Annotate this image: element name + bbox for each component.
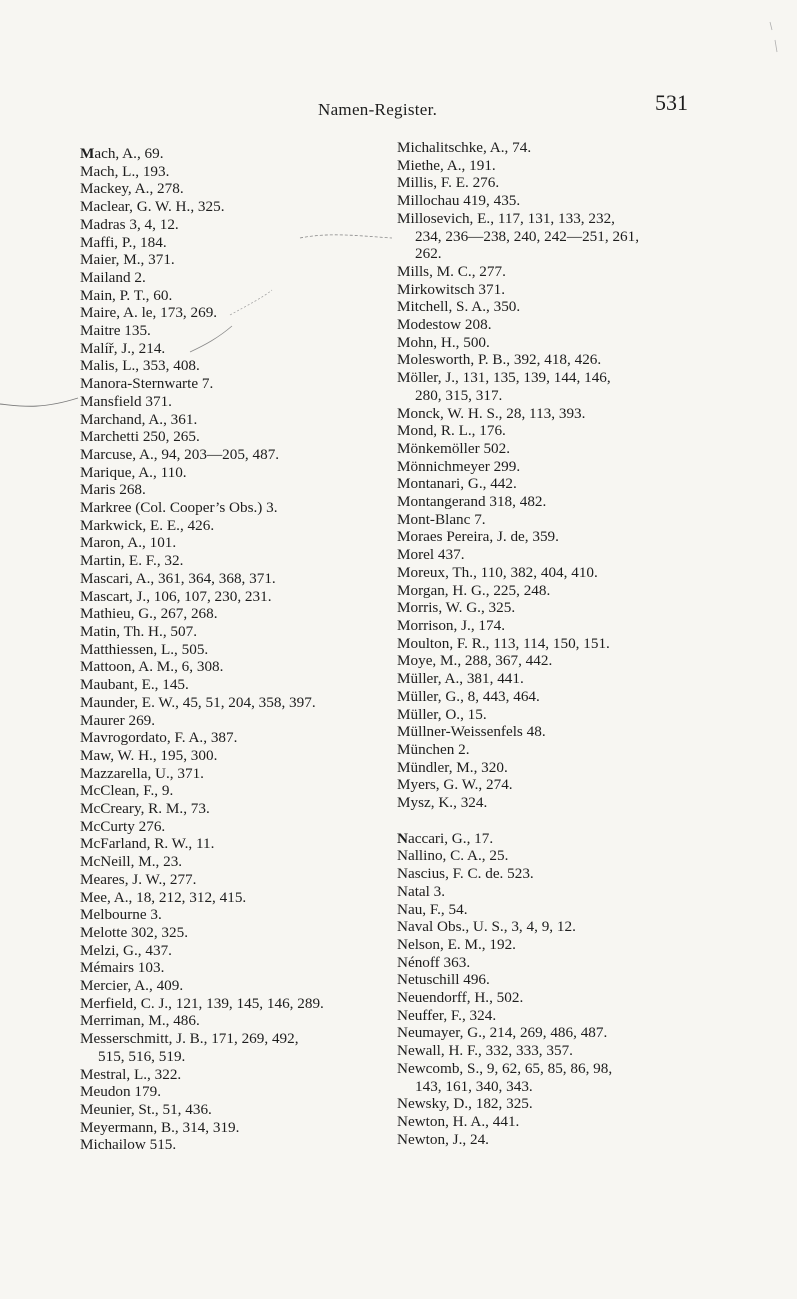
index-entry: Meunier, St., 51, 436.	[80, 1100, 212, 1118]
index-entry: Maclear, G. W. H., 325.	[80, 198, 225, 216]
running-head: Namen-Register.	[318, 100, 438, 119]
index-entry: Mont-Blanc 7.	[397, 510, 486, 528]
index-entry: McFarland, R. W., 11.	[80, 835, 215, 853]
index-entry: Meudon 179.	[80, 1083, 161, 1101]
index-entry: Mémairs 103.	[80, 959, 165, 977]
index-entry: Maffi, P., 184.	[80, 233, 167, 251]
index-entry: Morrison, J., 174.	[397, 616, 506, 634]
index-entry: Mercier, A., 409.	[80, 977, 184, 995]
index-entry: Müller, G., 8, 443, 464.	[397, 687, 540, 705]
index-entry: Mirkowitsch 371.	[397, 280, 505, 298]
index-entry: Melotte 302, 325.	[80, 923, 188, 941]
index-entry: Matin, Th. H., 507.	[80, 622, 197, 640]
index-entry: Maris 268.	[80, 481, 146, 499]
index-entry: Maurer 269.	[80, 711, 156, 729]
index-entry: Nénoff 363.	[397, 953, 471, 971]
index-entry: Nascius, F. C. de. 523.	[397, 865, 534, 883]
section-initial: N	[397, 829, 408, 847]
index-entry: Mills, M. C., 277.	[397, 262, 506, 280]
index-entry: McNeill, M., 23.	[80, 853, 183, 871]
section-initial: M	[80, 145, 95, 162]
index-entry: Maubant, E., 145.	[80, 676, 189, 694]
index-entry	[397, 830, 777, 848]
index-entry: Moye, M., 288, 367, 442.	[397, 652, 553, 670]
index-entry: Mazzarella, U., 371.	[80, 764, 204, 782]
index-entry: Netuschill 496.	[397, 971, 490, 989]
index-column-right	[397, 139, 777, 1148]
index-entry: Marchand, A., 361.	[80, 410, 198, 428]
index-entry: Möller, J., 131, 135, 139, 144, 146,	[397, 369, 611, 387]
index-entry: Matthiessen, L., 505.	[80, 640, 209, 658]
index-entry: Markwick, E. E., 426.	[80, 516, 215, 534]
index-entry: Naval Obs., U. S., 3, 4, 9, 12.	[397, 918, 576, 936]
index-entry: Marique, A., 110.	[80, 463, 187, 481]
index-entry: Newton, J., 24.	[397, 1130, 489, 1148]
index-entry-rest: accari, G., 17.	[407, 829, 494, 847]
index-entry: Newall, H. F., 332, 333, 357.	[397, 1042, 573, 1060]
index-entry: Neuffer, F., 324.	[397, 1006, 497, 1024]
index-entry: Mond, R. L., 176.	[397, 422, 506, 440]
index-entry: Maunder, E. W., 45, 51, 204, 358, 397.	[80, 693, 316, 711]
index-entry: Michailow 515.	[80, 1136, 177, 1154]
index-entry: Mascari, A., 361, 364, 368, 371.	[80, 569, 276, 587]
index-entry: Neumayer, G., 214, 269, 486, 487.	[397, 1024, 608, 1042]
index-entry: Newsky, D., 182, 325.	[397, 1095, 533, 1113]
index-entry: Mitchell, S. A., 350.	[397, 298, 521, 316]
index-entry-rest: ach, A., 69.	[94, 145, 164, 162]
index-entry: Newcomb, S., 9, 62, 65, 85, 86, 98,	[397, 1059, 613, 1077]
index-entry: Maier, M., 371.	[80, 251, 175, 269]
index-entry: Millosevich, E., 117, 131, 133, 232,	[397, 209, 615, 227]
index-entry: Myers, G. W., 274.	[397, 776, 513, 794]
index-entry: Mattoon, A. M., 6, 308.	[80, 658, 224, 676]
index-entry: Müller, O., 15.	[397, 705, 487, 723]
index-entry: Martin, E. F., 32.	[80, 552, 184, 570]
index-entry: Mee, A., 18, 212, 312, 415.	[80, 888, 247, 906]
index-entry: Malis, L., 353, 408.	[80, 357, 200, 375]
index-entry: Millochau 419, 435.	[397, 192, 521, 210]
index-entry: Messerschmitt, J. B., 171, 269, 492,	[80, 1030, 299, 1048]
index-entry: Meyermann, B., 314, 319.	[80, 1118, 240, 1136]
index-entry: Mysz, K., 324.	[397, 794, 488, 812]
index-entry: Mansfield 371.	[80, 392, 172, 410]
index-entry: Merfield, C. J., 121, 139, 145, 146, 289.	[80, 994, 324, 1012]
index-entry: Malíř, J., 214.	[80, 339, 166, 357]
index-entry: Mailand 2.	[80, 268, 146, 286]
index-entry: Millis, F. E. 276.	[397, 174, 500, 192]
index-entry: Michalitschke, A., 74.	[397, 139, 532, 156]
index-entry: Nau, F., 54.	[397, 900, 468, 918]
index-entry: Nallino, C. A., 25.	[397, 847, 509, 865]
index-entry: Marcuse, A., 94, 203—205, 487.	[80, 445, 280, 463]
index-entry: Moraes Pereira, J. de, 359.	[397, 528, 559, 546]
index-entry: Mestral, L., 322.	[80, 1065, 182, 1083]
index-entry-continuation: 234, 236—238, 240, 242—251, 261,	[415, 227, 640, 245]
index-entry: Morel 437.	[397, 546, 465, 564]
index-entry: Montangerand 318, 482.	[397, 493, 547, 511]
index-entry: Markree (Col. Cooper’s Obs.) 3.	[80, 499, 278, 517]
index-entry: Manora-Sternwarte 7.	[80, 375, 214, 393]
index-entry: Montanari, G., 442.	[397, 475, 517, 493]
index-entry: Miethe, A., 191.	[397, 156, 496, 174]
index-entry: Main, P. T., 60.	[80, 286, 173, 304]
section-gap	[397, 812, 777, 830]
index-entry: Maron, A., 101.	[80, 534, 177, 552]
index-entry: Moulton, F. R., 113, 114, 150, 151.	[397, 634, 610, 652]
index-entry: München 2.	[397, 740, 470, 758]
index-entry: Mönkemöller 502.	[397, 439, 511, 457]
index-entry: Mascart, J., 106, 107, 230, 231.	[80, 587, 272, 605]
index-entry: Maitre 135.	[80, 322, 151, 340]
index-entry: Maire, A. le, 173, 269.	[80, 304, 218, 322]
index-entry: Mönnichmeyer 299.	[397, 457, 521, 475]
index-entry: Mach, L., 193.	[80, 162, 170, 180]
index-entry: Madras 3, 4, 12.	[80, 215, 179, 233]
index-section-m	[397, 139, 777, 812]
page-number: 531	[655, 90, 688, 115]
index-entry: Molesworth, P. B., 392, 418, 426.	[397, 351, 602, 369]
index-entry: Natal 3.	[397, 882, 446, 900]
index-entry: Newton, H. A., 441.	[397, 1112, 520, 1130]
index-section-n	[397, 830, 777, 1149]
index-entry	[80, 145, 398, 163]
index-entry-continuation: 280, 315, 317.	[415, 386, 503, 404]
index-entry-continuation: 262.	[415, 245, 442, 263]
index-entry: Moreux, Th., 110, 382, 404, 410.	[397, 563, 598, 581]
index-entry: Monck, W. H. S., 28, 113, 393.	[397, 404, 586, 422]
index-entry: McClean, F., 9.	[80, 782, 174, 800]
index-entry: Müllner-Weissenfels 48.	[397, 723, 546, 741]
index-entry: Marchetti 250, 265.	[80, 428, 200, 446]
index-entry: Morris, W. G., 325.	[397, 599, 516, 617]
index-entry: Meares, J. W., 277.	[80, 870, 197, 888]
index-column-left	[80, 145, 398, 1154]
index-entry: Mathieu, G., 267, 268.	[80, 605, 218, 623]
index-entry: Mündler, M., 320.	[397, 758, 508, 776]
index-entry: McCurty 276.	[80, 817, 166, 835]
index-entry: Müller, A., 381, 441.	[397, 670, 524, 688]
index-entry: Maw, W. H., 195, 300.	[80, 746, 218, 764]
index-entry-continuation: 143, 161, 340, 343.	[415, 1077, 533, 1095]
index-entry: Modestow 208.	[397, 316, 492, 334]
index-entry: Merriman, M., 486.	[80, 1012, 200, 1030]
index-entry: Neuendorff, H., 502.	[397, 989, 524, 1007]
index-entry: Mackey, A., 278.	[80, 180, 184, 198]
index-entry: McCreary, R. M., 73.	[80, 800, 210, 818]
index-entry: Melbourne 3.	[80, 906, 162, 924]
index-entry: Mohn, H., 500.	[397, 333, 490, 351]
index-entry: Nelson, E. M., 192.	[397, 935, 516, 953]
index-entry-continuation: 515, 516, 519.	[98, 1047, 186, 1065]
index-entry: Morgan, H. G., 225, 248.	[397, 581, 551, 599]
index-entry: Mavrogordato, F. A., 387.	[80, 729, 238, 747]
index-entry: Melzi, G., 437.	[80, 941, 172, 959]
